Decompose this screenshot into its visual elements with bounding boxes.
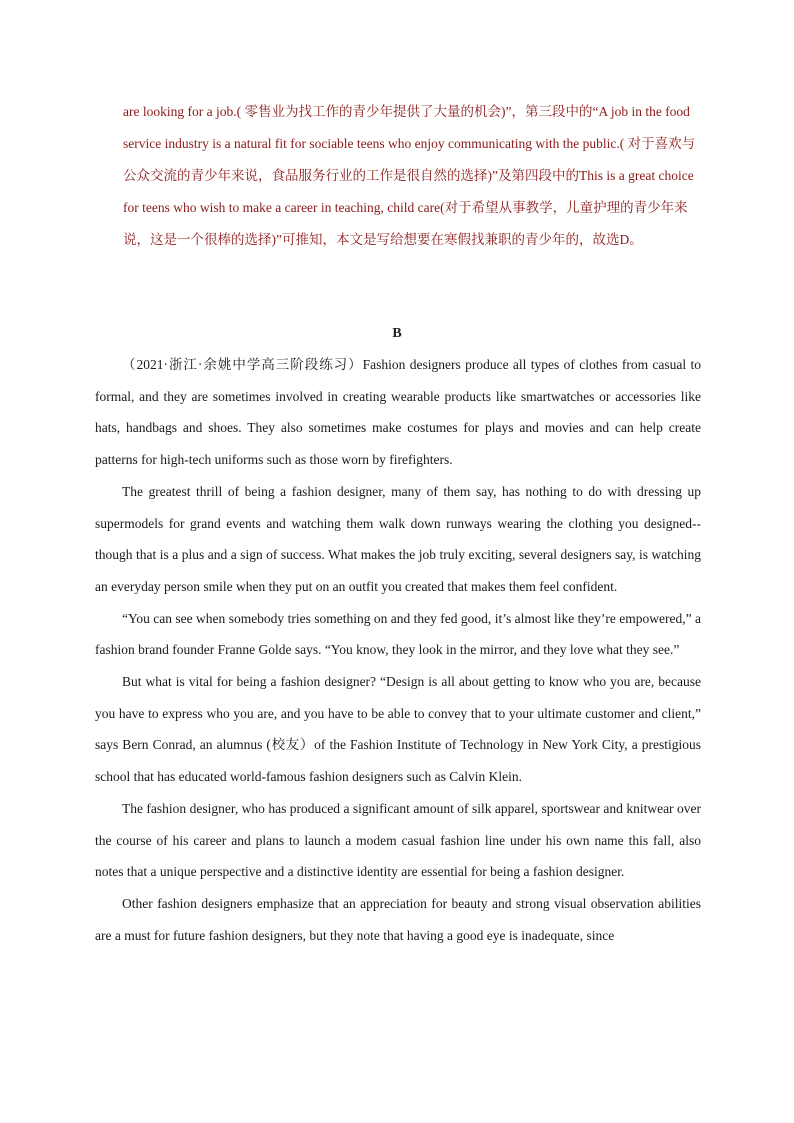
passage-paragraph-3: “You can see when somebody tries something on and they fed good, it’s almost like they’re empowered,” a fashion brand founder Franne Golde says. “You know, they look in the mirror, and they love what they see.” [95,610,701,658]
passage-paragraph-4: But what is vital for being a fashion designer? “Design is all about getting to know who you are, because you have to express who you are, and you have to be able to convey that to your ultimate customer and client,” says Bern Conrad, an alumnus (校友）of the Fashion Institute of Technology in New York City, a prestigious school that has educated world-famous fashion designers such as Calvin Klein. [95,674,701,785]
answer-text: are looking for a job.( 零售业为找工作的青少年提供了大量的机会)”，第三段中的“A job in the food service industry is a natural fit for sociable teens who enjoy communicating with the public.( 对于喜欢与公众交流的青少年来说，食品服务行业的工作是很自然的选择)”及第四段中的This is a great choice for teens who wish to make a career in teaching, child care(对于希望从事教学，儿童护理的青少年来说，这是一个很棒的选择)”可推知，本文是写给想要在寒假找兼职的青少年的，故选D。 [123,104,696,247]
passage-paragraph-2: The greatest thrill of being a fashion designer, many of them say, has nothing to do with dressing up supermodels for grand events and watching them walk down runways wearing the clothing you designed--though that is a plus and a sign of success. What makes the job truly exciting, several designers say, is watching an everyday person smile when they put on an outfit you created that makes them feel confident. [95,483,701,594]
answer-explanation [123,96,708,256]
passage-paragraph-5: The fashion designer, who has produced a significant amount of silk apparel, sportswear and knitwear over the course of his career and plans to launch a modem casual fashion line under his own name this fall, also notes that a unique perspective and a distinctive identity are essential for being a fashion designer. [95,800,701,880]
passage-paragraph-6: Other fashion designers emphasize that an appreciation for beauty and strong visual observation abilities are a must for future fashion designers, but they note that having a good eye is inadequate, since [95,895,701,943]
paragraph-text: Fashion designers produce all types of clothes from casual to formal, and they are sometimes involved in creating wearable products like smartwatches or accessories like hats, handbags and shoes. They also sometimes make costumes for plays and movies and can help create patterns for high-tech uniforms such as those worn by firefighters. [95,357,702,468]
passage-source: （2021·浙江·余姚中学高三阶段练习） [122,357,363,372]
reading-passage [95,349,701,951]
section-label: B [392,326,402,341]
passage-paragraph-1 [95,349,701,476]
